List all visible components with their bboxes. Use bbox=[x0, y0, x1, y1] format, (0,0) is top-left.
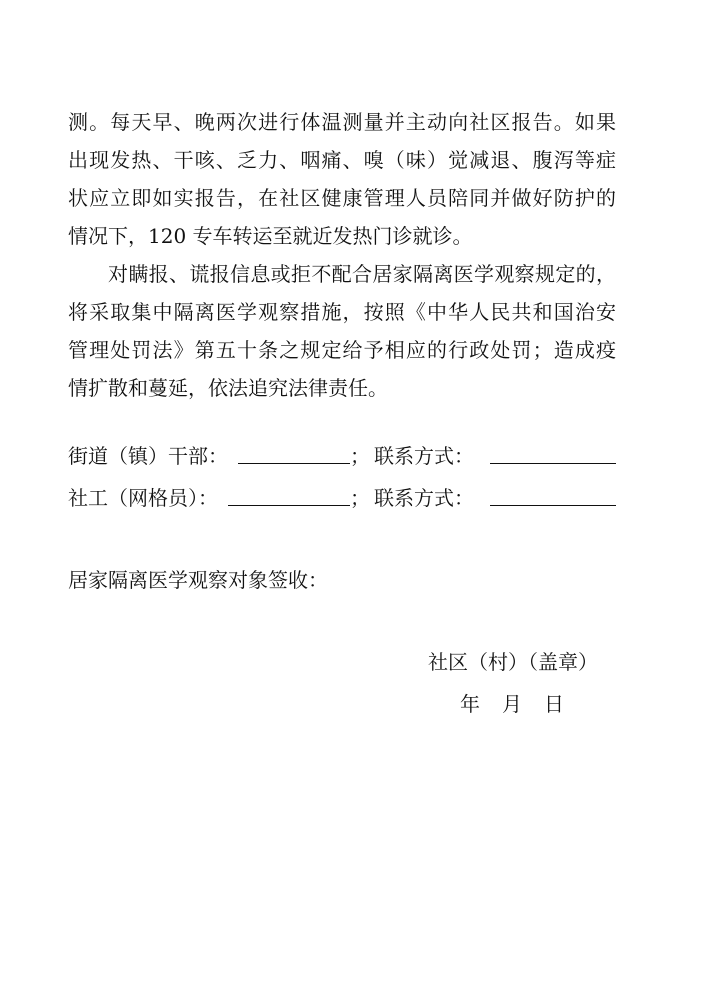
date-line bbox=[460, 690, 570, 718]
date-year: 年 bbox=[460, 692, 480, 716]
paragraph-2-line-2: 将采取集中隔离医学观察措施，按照《中华人民共和国治安 bbox=[68, 300, 616, 324]
paragraph-1-line-1: 测。每天早、晚两次进行体温测量并主动向社区报告。如果 bbox=[68, 110, 616, 134]
social-worker-name-blank[interactable] bbox=[228, 505, 350, 506]
contact-label: 联系方式： bbox=[374, 486, 474, 510]
date-month: 月 bbox=[502, 692, 522, 716]
social-worker-contact-blank[interactable] bbox=[490, 505, 616, 506]
social-worker-label: 社工（网格员）： bbox=[68, 486, 218, 510]
separator: ； bbox=[350, 444, 370, 468]
recipient-signature-label: 居家隔离医学观察对象签收： bbox=[68, 568, 328, 592]
paragraph-1-line-3: 状应立即如实报告，在社区健康管理人员陪同并做好防护的 bbox=[68, 186, 616, 210]
paragraph-2-line-3: 管理处罚法》第五十条之规定给予相应的行政处罚；造成疫 bbox=[68, 338, 616, 362]
separator: ； bbox=[350, 486, 370, 510]
social-worker-row bbox=[68, 484, 616, 512]
date-day: 日 bbox=[544, 692, 564, 716]
paragraph-2-line-4: 情扩散和蔓延，依法追究法律责任。 bbox=[68, 376, 388, 400]
paragraph-1-line-4: 情况下，120 专车转运至就近发热门诊就诊。 bbox=[68, 224, 473, 248]
street-cadre-row bbox=[68, 442, 616, 470]
street-cadre-label: 街道（镇）干部： bbox=[68, 444, 228, 468]
paragraph-2-line-1: 对瞒报、谎报信息或拒不配合居家隔离医学观察规定的， bbox=[108, 262, 616, 286]
seal-label: 社区（村）（盖章） bbox=[428, 650, 598, 674]
street-cadre-contact-blank[interactable] bbox=[490, 463, 616, 464]
paragraph-1-line-2: 出现发热、干咳、乏力、咽痛、嗅（味）觉减退、腹泻等症 bbox=[68, 148, 616, 172]
street-cadre-name-blank[interactable] bbox=[238, 463, 350, 464]
contact-label: 联系方式： bbox=[374, 444, 474, 468]
